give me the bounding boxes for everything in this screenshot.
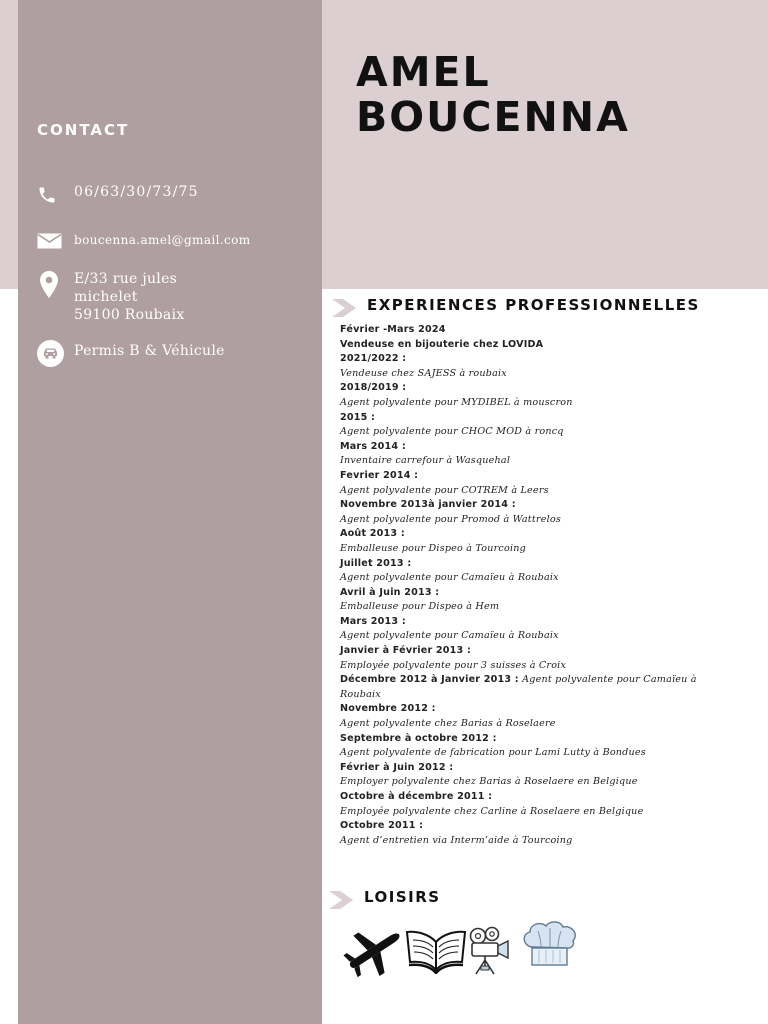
experience-date: Fevrier 2014 :	[340, 469, 419, 481]
experience-date: Février -Mars 2024	[340, 324, 446, 335]
address	[74, 270, 185, 324]
hobbies-title: LOISIRS	[364, 888, 441, 906]
experience-date: Vendeuse en bijouterie chez LOVIDA	[340, 338, 544, 350]
experience-date: Novembre 2013à janvier 2014 :	[340, 499, 516, 511]
experience-date: Mars 2014 :	[340, 440, 406, 452]
experience-entry: Agent polyvalente pour CHOC MOD à roncq	[340, 426, 564, 438]
contact-title: CONTACT	[37, 121, 130, 139]
book-icon	[405, 928, 467, 974]
airplane-icon	[343, 925, 405, 977]
experience-date: Août 2013 :	[340, 528, 405, 540]
experience-date: 2015 :	[340, 411, 376, 423]
experience-entry: Agent d’entretien via Interm’aide à Tourcoing	[340, 834, 573, 846]
mail-icon	[37, 233, 62, 249]
experience-entry: Emballeuse pour Dispeo à Hem	[340, 601, 500, 613]
experience-entry: Vendeuse chez SAJESS à roubaix	[340, 367, 507, 379]
last-name: BOUCENNA	[356, 93, 630, 141]
experience-entry: Agent polyvalente pour COTREM à Leers	[340, 484, 549, 496]
experience-list	[340, 323, 740, 848]
experience-entry: Inventaire carrefour à Wasquehal	[340, 455, 511, 467]
experience-entry-text: Agent polyvalente pour Camaïeu à	[518, 674, 697, 686]
experience-entry: Employer polyvalente chez Barias à Roselaere en Belgique	[340, 776, 638, 788]
movie-camera-icon	[467, 926, 511, 976]
experience-date: Mars 2013 :	[340, 615, 406, 627]
first-name: AMEL	[356, 48, 491, 96]
experience-date: Février à Juin 2012 :	[340, 761, 454, 773]
experience-entry: Agent polyvalente pour MYDIBEL à mouscron	[340, 396, 573, 408]
chevron-right-icon	[332, 299, 356, 317]
experience-date: Septembre à octobre 2012 :	[340, 732, 497, 744]
contact-sidebar	[18, 0, 322, 1024]
experience-date: Janvier à Février 2013 :	[340, 645, 472, 657]
address-line-2: michelet	[74, 289, 138, 305]
experience-date: 2018/2019 :	[340, 382, 407, 394]
experience-date: Octobre 2011 :	[340, 820, 424, 832]
experience-date: Novembre 2012 :	[340, 703, 436, 715]
experience-date: Avril à Juin 2013 :	[340, 586, 440, 598]
experience-entry: Agent polyvalente pour Camaïeu à Roubaix	[340, 572, 559, 584]
experience-entry	[340, 673, 740, 688]
address-line-1: E/33 rue jules	[74, 271, 178, 287]
experience-entry: Agent polyvalente pour Camaïeu à Roubaix	[340, 630, 559, 642]
experience-entry: Employée polyvalente chez Carline à Roselaere en Belgique	[340, 805, 644, 817]
experience-date: Octobre à décembre 2011 :	[340, 791, 493, 802]
car-icon	[37, 340, 64, 367]
address-line-3: 59100 Roubaix	[74, 307, 185, 323]
chef-hat-icon	[519, 920, 581, 968]
experience-title: EXPERIENCES PROFESSIONNELLES	[367, 296, 700, 314]
chevron-right-icon	[329, 891, 353, 909]
driving-license: Permis B & Véhicule	[74, 343, 225, 359]
candidate-name	[356, 50, 630, 140]
experience-date: Juillet 2013 :	[340, 557, 412, 569]
experience-entry: Agent polyvalente chez Barias à Roselaere	[340, 718, 556, 730]
experience-entry: Emballeuse pour Dispeo à Tourcoing	[340, 542, 526, 554]
location-pin-icon	[40, 271, 58, 298]
experience-date: Décembre 2012 à Janvier 2013 :	[340, 674, 519, 686]
email-address[interactable]: boucenna.amel@gmail.com	[74, 233, 251, 247]
experience-entry: Agent polyvalente pour Promod à Wattrelos	[340, 513, 561, 525]
experience-entry: Agent polyvalente de fabrication pour Lami Lutty à Bondues	[340, 747, 646, 759]
experience-date: 2021/2022 :	[340, 353, 407, 365]
phone-icon	[37, 185, 57, 205]
experience-entry: Roubaix	[340, 688, 381, 700]
phone-number[interactable]: 06/63/30/73/75	[74, 184, 199, 200]
experience-entry: Employée polyvalente pour 3 suisses à Croix	[340, 659, 567, 671]
